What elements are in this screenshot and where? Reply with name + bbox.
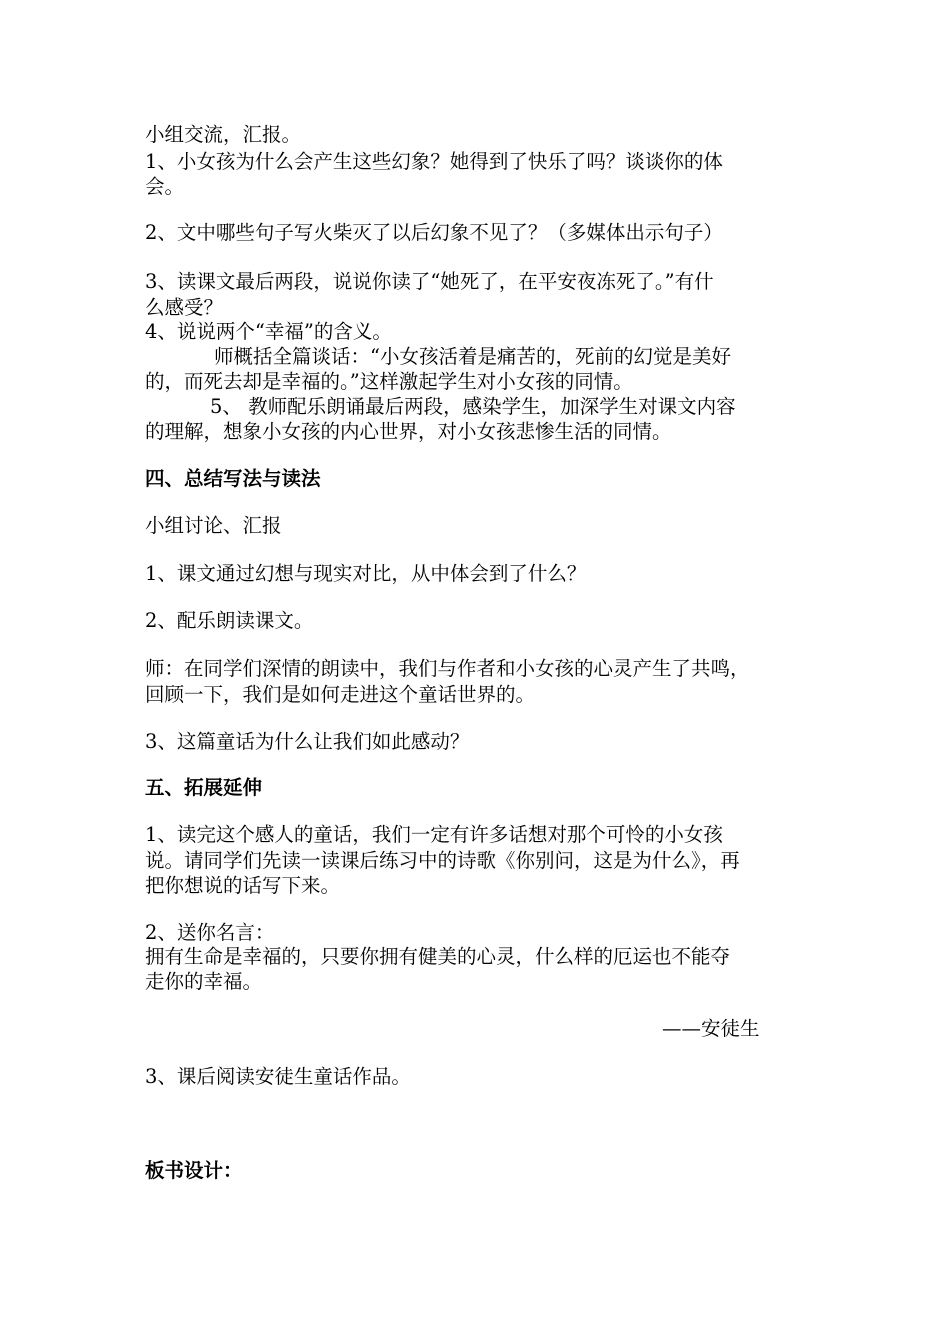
text-line: 的，而死去却是幸福的。”这样激起学生对小女孩的同情。 [145, 370, 633, 393]
text-line: 师：在同学们深情的朗读中，我们与作者和小女孩的心灵产生了共鸣， [145, 657, 750, 680]
quote-text: 走你的幸福。 [145, 970, 263, 993]
text-line: 1、读完这个感人的童话，我们一定有许多话想对那个可怜的小女孩 [145, 823, 723, 846]
quote-attribution: ——安徒生 [662, 1017, 760, 1040]
text-line: 4、说说两个“幸福”的含义。 [145, 320, 392, 343]
text-line: 说。请同学们先读一读课后练习中的诗歌《你别问，这是为什么》，再 [145, 849, 740, 872]
text-line: 把你想说的话写下来。 [145, 874, 341, 897]
text-line: 3、课后阅读安徒生童话作品。 [145, 1065, 411, 1088]
text-line: 2、送你名言： [145, 921, 275, 944]
text-line: 1、课文通过幻想与现实对比，从中体会到了什么？ [145, 562, 587, 585]
text-line: 3、这篇童话为什么让我们如此感动？ [145, 730, 470, 753]
text-line: 1、小女孩为什么会产生这些幻象？她得到了快乐了吗？谈谈你的体 [145, 150, 723, 173]
text-line: 2、配乐朗读课文。 [145, 609, 314, 632]
text-line: 2、文中哪些句子写火柴灭了以后幻象不见了？（多媒体出示句子） [145, 221, 723, 244]
section-heading: 四、总结写法与读法 [145, 467, 321, 490]
section-heading: 五、拓展延伸 [145, 776, 263, 799]
text-line: 的理解，想象小女孩的内心世界，对小女孩悲惨生活的同情。 [145, 420, 672, 443]
section-heading: 板书设计： [145, 1159, 243, 1182]
text-line: 么感受？ [145, 296, 224, 319]
quote-text: 拥有生命是幸福的，只要你拥有健美的心灵，什么样的厄运也不能夺 [145, 945, 731, 968]
text-line: 师概括全篇谈话：“小女孩活着是痛苦的，死前的幻觉是美好 [214, 345, 731, 368]
text-line: 小组交流，汇报。 [145, 123, 302, 146]
text-line: 回顾一下，我们是如何走进这个童话世界的。 [145, 683, 536, 706]
text-line: 会。 [145, 175, 185, 198]
text-line: 5、 教师配乐朗诵最后两段，感染学生，加深学生对课文内容 [210, 395, 736, 418]
text-line: 小组讨论、汇报 [145, 514, 282, 537]
text-line: 3、读课文最后两段，说说你读了“她死了，在平安夜冻死了。”有什 [145, 270, 714, 293]
